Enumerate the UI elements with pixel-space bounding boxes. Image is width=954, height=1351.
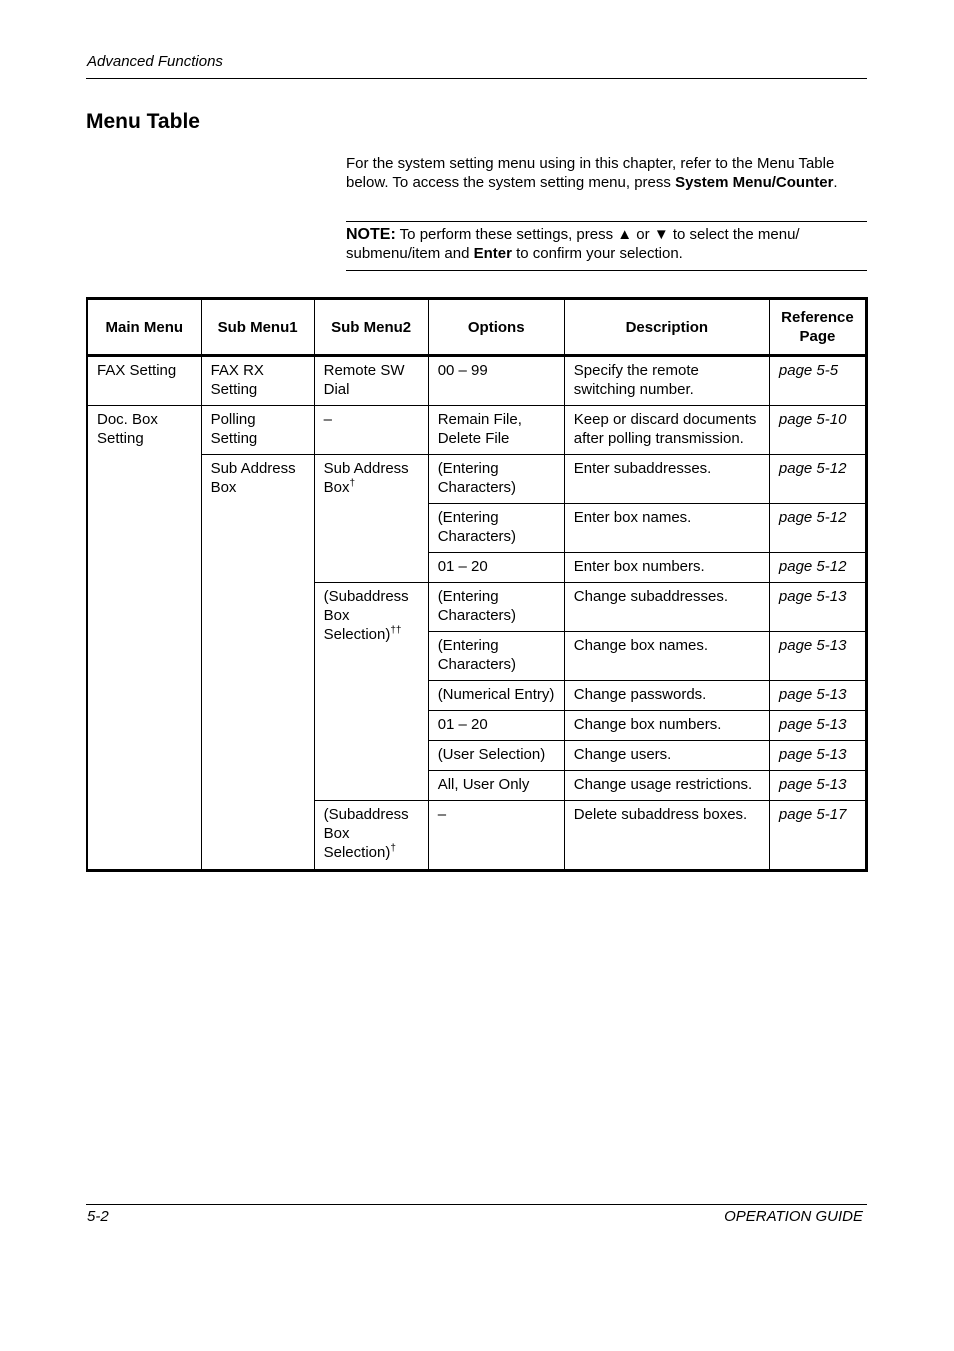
sub-menu2-cell: Remote SW Dial xyxy=(314,356,428,406)
dagger-footnote-mark: † xyxy=(390,843,396,854)
sub-menu2-cell xyxy=(314,583,428,801)
reference-page-cell: page 5-10 xyxy=(769,406,866,455)
sub-menu2-label: Sub Address Box xyxy=(323,460,409,496)
main-menu-cell: Doc. Box Setting xyxy=(87,406,201,871)
sub-menu1-cell: Sub Address Box xyxy=(201,455,314,871)
sub-menu1-cell: Polling Setting xyxy=(201,406,314,455)
sub-menu2-cell xyxy=(314,801,428,871)
dagger-footnote-mark: † xyxy=(349,478,356,489)
description-cell: Specify the remote switching number. xyxy=(564,356,769,406)
option-cell: – xyxy=(428,801,564,871)
table-row xyxy=(87,406,867,455)
sub-menu2-cell xyxy=(314,455,428,583)
reference-page-cell: page 5-13 xyxy=(769,583,866,632)
sub-menu1-cell: FAX RX Setting xyxy=(201,356,314,406)
option-cell: Remain File, Delete File xyxy=(428,406,564,455)
header-divider xyxy=(86,78,867,79)
option-cell: (User Selection) xyxy=(428,741,564,771)
table-row xyxy=(87,356,867,406)
column-header-sub-menu1: Sub Menu1 xyxy=(201,299,314,356)
reference-page-cell: page 5-13 xyxy=(769,771,866,801)
option-cell: 00 – 99 xyxy=(428,356,564,406)
reference-page-cell: page 5-12 xyxy=(769,455,866,504)
description-cell: Change box names. xyxy=(564,632,769,681)
reference-page-cell: page 5-13 xyxy=(769,741,866,771)
intro-paragraph xyxy=(346,154,876,192)
table-row xyxy=(87,455,867,504)
double-dagger-footnote-mark: †† xyxy=(390,625,402,636)
section-title: Menu Table xyxy=(86,110,200,133)
reference-page-cell: page 5-12 xyxy=(769,553,866,583)
reference-page-cell: page 5-17 xyxy=(769,801,866,871)
reference-page-cell: page 5-5 xyxy=(769,356,866,406)
description-cell: Enter box numbers. xyxy=(564,553,769,583)
sub-menu2-label: (Subaddress Box Selection) xyxy=(323,588,409,643)
description-cell: Change box numbers. xyxy=(564,711,769,741)
up-arrow-icon: ▲ xyxy=(617,226,633,243)
note-top-rule xyxy=(346,221,867,222)
description-cell: Enter box names. xyxy=(564,504,769,553)
note-box xyxy=(346,225,867,263)
option-cell: All, User Only xyxy=(428,771,564,801)
column-header-options: Options xyxy=(428,299,564,356)
footer-divider xyxy=(86,1204,867,1205)
option-cell: 01 – 20 xyxy=(428,711,564,741)
down-arrow-icon: ▼ xyxy=(653,226,669,243)
note-text: to confirm your selection. xyxy=(511,245,683,262)
option-cell: (Entering Characters) xyxy=(428,632,564,681)
description-cell: Delete subaddress boxes. xyxy=(564,801,769,871)
note-text: or xyxy=(632,226,654,243)
description-cell: Keep or discard documents after polling transmission. xyxy=(564,406,769,455)
note-bottom-rule xyxy=(346,270,867,271)
page-number: 5-2 xyxy=(87,1208,109,1225)
description-cell: Change subaddresses. xyxy=(564,583,769,632)
column-header-reference-page: Reference Page xyxy=(769,299,866,356)
option-cell: 01 – 20 xyxy=(428,553,564,583)
note-text: to select the menu/ submenu/item and xyxy=(346,226,800,262)
reference-page-cell: page 5-13 xyxy=(769,711,866,741)
description-cell: Change passwords. xyxy=(564,681,769,711)
description-cell: Change usage restrictions. xyxy=(564,771,769,801)
reference-page-cell: page 5-13 xyxy=(769,681,866,711)
intro-text: For the system setting menu using in this chapter, refer to the Menu Table below. To access the system setting menu, press xyxy=(346,155,835,191)
sub-menu2-cell: – xyxy=(314,406,428,455)
system-menu-key: System Menu/Counter xyxy=(675,174,834,191)
description-cell: Enter subaddresses. xyxy=(564,455,769,504)
note-text: To perform these settings, press xyxy=(395,226,618,243)
intro-text-end: . xyxy=(833,174,838,191)
sub-menu2-label: (Subaddress Box Selection) xyxy=(323,806,409,861)
note-label: NOTE: xyxy=(346,226,396,243)
column-header-description: Description xyxy=(564,299,769,356)
column-header-main-menu: Main Menu xyxy=(87,299,201,356)
running-header: Advanced Functions xyxy=(87,53,223,70)
guide-title: OPERATION GUIDE xyxy=(724,1208,863,1225)
option-cell: (Entering Characters) xyxy=(428,504,564,553)
column-header-sub-menu2: Sub Menu2 xyxy=(314,299,428,356)
option-cell: (Entering Characters) xyxy=(428,455,564,504)
option-cell: (Numerical Entry) xyxy=(428,681,564,711)
option-cell: (Entering Characters) xyxy=(428,583,564,632)
description-cell: Change users. xyxy=(564,741,769,771)
enter-key: Enter xyxy=(473,245,512,262)
reference-page-cell: page 5-12 xyxy=(769,504,866,553)
table-header-row xyxy=(87,299,867,356)
reference-page-cell: page 5-13 xyxy=(769,632,866,681)
main-menu-cell: FAX Setting xyxy=(87,356,201,406)
menu-table xyxy=(86,297,868,872)
